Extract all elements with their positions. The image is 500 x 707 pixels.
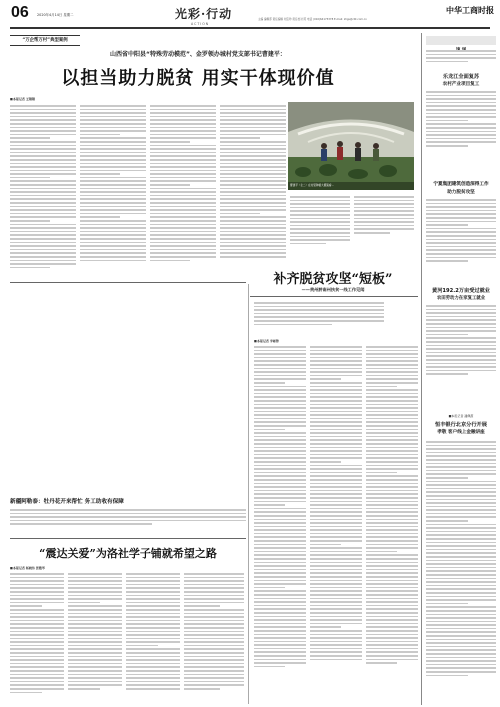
sidebar-item-2-headline: 宁夏集团建筑创造深得工作 — [433, 182, 489, 187]
photo-caption: 曹建平（左二）在村里种植大棚查看… — [290, 184, 335, 187]
main-photo — [288, 102, 414, 190]
section-title-en: ACTION — [191, 22, 210, 26]
main-headline: 以担当助力脱贫 用实干体现价值 — [61, 68, 335, 89]
main-kicker: 山西省中阳县“特殊劳动模范”、金罗领办城村党支部书记曹建平： — [110, 51, 286, 58]
poverty-byline: ■本报记者 李彬锋 — [254, 339, 279, 343]
main-byline: ■本报记者 王翔翔 — [10, 97, 35, 101]
xinjiang-headline: 新疆阿勒泰：牡丹花开来帮忙 务工助收有保障 — [10, 499, 124, 505]
poverty-lead — [254, 300, 384, 334]
section-divider — [10, 282, 246, 283]
main-body-col1 — [10, 103, 76, 279]
poverty-body-col2 — [310, 344, 362, 706]
series-banner-label: “万企帮万村”典型案例 — [22, 38, 68, 43]
main-body-col2 — [80, 103, 146, 279]
main-body-col5b — [290, 194, 350, 274]
earthquake-byline: ■本报记者 杨晓伟 张雅琴 — [10, 566, 45, 570]
earthquake-body-col2 — [68, 571, 122, 705]
sidebar-item-4-subhead: 孝敬 客户线上金融讲座 — [437, 430, 485, 435]
poverty-headline: 补齐脱贫攻坚“短板” — [273, 272, 393, 287]
sidebar-item-4-kicker: ■本报记者 潘佩霞 — [448, 414, 474, 418]
section-title: 光彩·行动 — [175, 7, 233, 21]
earthquake-headline: “震达关爱”为洛社学子铺就希望之路 — [39, 547, 217, 560]
main-body-col4 — [220, 103, 286, 279]
issue-date: 2020年4月14日 星期二 — [37, 13, 74, 17]
newspaper-logo: 中华工商时报 — [446, 5, 494, 15]
sidebar-item-3-body — [426, 303, 496, 411]
masthead-rule — [10, 27, 490, 29]
earthquake-body-col4 — [184, 571, 244, 705]
earthquake-body-col1 — [10, 571, 64, 705]
sidebar-item-4-body — [426, 439, 496, 701]
masthead — [0, 0, 500, 31]
sidebar — [421, 33, 496, 705]
poverty-body-col3 — [366, 344, 418, 706]
sidebar-item-3-subhead: 农田劳动力在家复工就业 — [436, 296, 486, 301]
greenhouse-photo-image — [288, 102, 414, 190]
column-divider-vertical — [248, 284, 249, 704]
series-banner — [10, 35, 80, 46]
page-number: 06 — [11, 4, 29, 21]
poverty-subhead: ——贵州黔南州扶贫一线工作见闻 — [301, 287, 365, 292]
sidebar-column-label — [426, 36, 496, 45]
sidebar-item-1-subhead: 农村产业项目复工 — [442, 82, 480, 87]
editor-line: 主编 编辑部 责任编辑 刘宝珍 责任校对 陈 电话 (010)64173378 E-mail: zhgs@cbt.com.cn — [258, 18, 367, 21]
poverty-rule — [250, 296, 418, 297]
xinjiang-body — [10, 507, 246, 533]
sidebar-item-3-headline: 黄河192.2万亩受过就业 — [432, 288, 490, 294]
sidebar-item-1-headline: 乐龙江全面复苏 — [442, 74, 480, 80]
sidebar-item-2-body — [426, 197, 496, 293]
earthquake-rule-top — [10, 538, 246, 539]
sidebar-item-2-subhead: 助力脱贫攻坚 — [447, 190, 475, 195]
sidebar-item-1-body — [426, 89, 496, 177]
earthquake-body-col3 — [126, 571, 180, 705]
sidebar-intro — [426, 48, 496, 70]
poverty-body-col1 — [254, 344, 306, 706]
main-body-col6 — [354, 194, 414, 258]
main-body-col3 — [150, 103, 216, 279]
sidebar-item-4-headline: 恒丰银行北京分行开展 — [435, 422, 487, 428]
